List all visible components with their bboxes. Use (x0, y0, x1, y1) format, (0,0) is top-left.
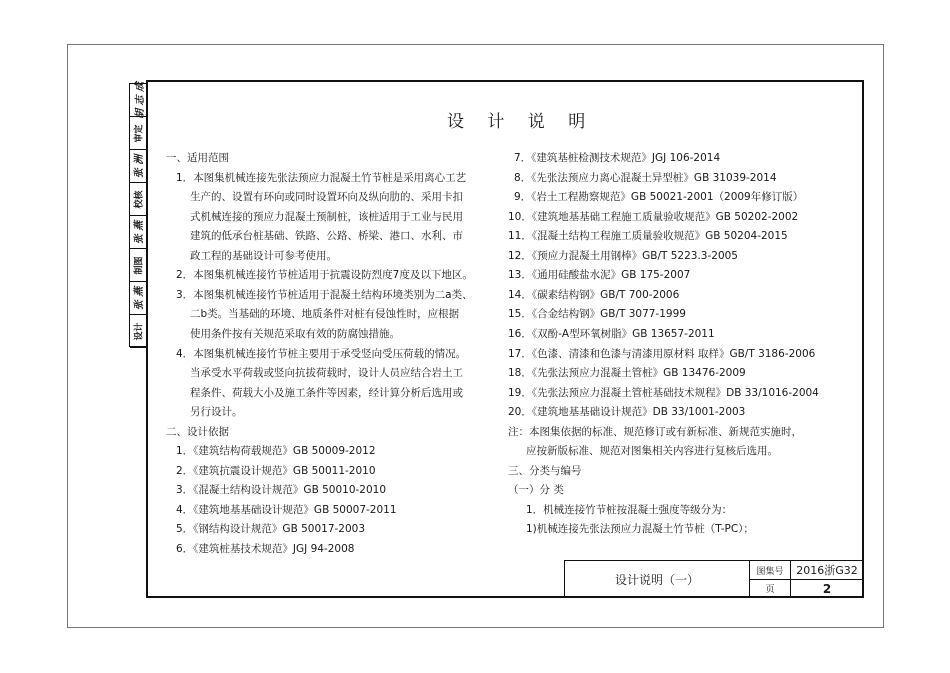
sidebar-signature: 张 燕 (130, 282, 146, 315)
page-title: 设 计 说 明 (447, 112, 595, 132)
text-line: 另行设计。 (190, 406, 243, 419)
text-line: 13．《通用硅酸盐水泥》GB 175-2007 (508, 269, 691, 282)
text-line: 1．《建筑结构荷载规范》GB 50009-2012 (176, 445, 376, 458)
text-line: 使用条件按有关规范采取有效的防腐蚀措施。 (190, 327, 400, 340)
text-line: 3．《混凝土结构设计规范》GB 50010-2010 (176, 484, 387, 497)
text-line: 1)机械连接先张法预应力混凝土竹节桩（T-PC）； (526, 523, 754, 536)
page-number: 2 (822, 581, 832, 596)
signature-strip (129, 83, 146, 347)
text-line: 17．《色漆、清漆和色漆与清漆用原材料 取样》GB/T 3186-2006 (508, 347, 816, 360)
text-line: 15．《合金结构钢》GB/T 3077-1999 (508, 308, 686, 321)
text-line: 16．《双酚-A型环氧树脂》GB 13657-2011 (508, 327, 715, 340)
text-line: 4．本图集机械连接竹节桩主要用于承受竖向受压荷载的情况。 (176, 347, 467, 360)
text-line: 1．本图集机械连接先张法预应力混凝土竹节桩是采用离心工艺 (176, 171, 467, 184)
text-line: 二b类。当基础的环境、地质条件对桩有侵蚀性时，应根据 (190, 308, 460, 321)
sidebar-role-label: 校核 (130, 183, 146, 216)
text-line: 应按新版标准、规范对图集相关内容进行复核后选用。 (526, 445, 778, 458)
text-line: 2．本图集机械连接竹节桩适用于抗震设防烈度7度及以下地区。 (176, 269, 473, 282)
title-block (564, 560, 862, 597)
text-line: 7．《建筑基桩检测技术规范》JGJ 106-2014 (514, 152, 721, 164)
text-line: 12．《预应力混凝土用钢棒》GB/T 5223.3-2005 (508, 249, 738, 262)
text-line: 5．《钢结构设计规范》GB 50017-2003 (176, 523, 366, 536)
text-line: 6．《建筑桩基技术规范》JGJ 94-2008 (176, 543, 355, 555)
text-line: 11．《混凝土结构工程施工质量验收规范》GB 50204-2015 (508, 230, 788, 243)
text-line: 14．《碳素结构钢》GB/T 700-2006 (508, 288, 680, 301)
text-line: 18．《先张法预应力混凝土管桩》GB 13476-2009 (508, 367, 746, 380)
text-line: 4．《建筑地基基础设计规范》GB 50007-2011 (176, 503, 397, 516)
text-line: 注：本图集依据的标准、规范修订或有新标准、新规范实施时， (508, 425, 802, 438)
section-heading: 二、设计依据 (166, 425, 229, 438)
text-line: 2．《建筑抗震设计规范》GB 50011-2010 (176, 464, 376, 477)
text-line: 1．机械连接竹节桩按混凝土强度等级分为： (526, 503, 733, 516)
sidebar-signature: 张 洲 (130, 150, 146, 183)
text-line: 19．《先张法预应力混凝土管桩基础技术规程》DB 33/1016-2004 (508, 386, 819, 399)
text-line: 当承受水平荷载或竖向抗拔荷载时，设计人员应结合岩土工 (190, 367, 463, 380)
section-heading: 一、适用范围 (166, 152, 229, 164)
text-line: （一）分 类 (508, 484, 564, 497)
sidebar-role-label: 设计 (130, 315, 146, 348)
text-line: 建筑的低承台桩基础、铁路、公路、桥梁、港口、水利、市 (190, 230, 463, 243)
drawing-title: 设计说明（一） (614, 572, 699, 587)
text-line: 程条件、荷载大小及施工条件等因素，经计算分析后选用或 (190, 386, 463, 399)
page-label: 页 (765, 585, 775, 595)
sidebar-role-label: 审定 (130, 117, 146, 150)
atlas-number: 2016浙G32 (796, 564, 858, 577)
text-line: 生产的、设置有环向或同时设置环向及纵向肋的、采用卡扣 (190, 191, 463, 204)
sidebar-signature: 张 燕 (130, 216, 146, 249)
text-line: 9．《岩土工程勘察规范》GB 50021-2001（2009年修订版） (514, 191, 804, 204)
sidebar-signature: 胡 志 成 (130, 84, 146, 117)
text-line: 式机械连接的预应力混凝土预制桩，该桩适用于工业与民用 (190, 210, 463, 223)
text-line: 20．《建筑地基基础设计规范》DB 33/1001-2003 (508, 406, 746, 419)
section-heading: 三、分类与编号 (508, 464, 582, 477)
text-line: 10．《建筑地基基础工程施工质量验收规范》GB 50202-2002 (508, 210, 799, 223)
text-line: 8．《先张法预应力离心混凝土异型桩》GB 31039-2014 (514, 171, 777, 184)
text-line: 3．本图集机械连接竹节桩适用于混凝土结构环境类别为二a类、 (176, 288, 473, 301)
atlas-number-label: 图集号 (756, 566, 784, 577)
sidebar-role-label: 制图 (130, 249, 146, 282)
text-line: 政工程的基础设计可参考使用。 (190, 249, 337, 262)
